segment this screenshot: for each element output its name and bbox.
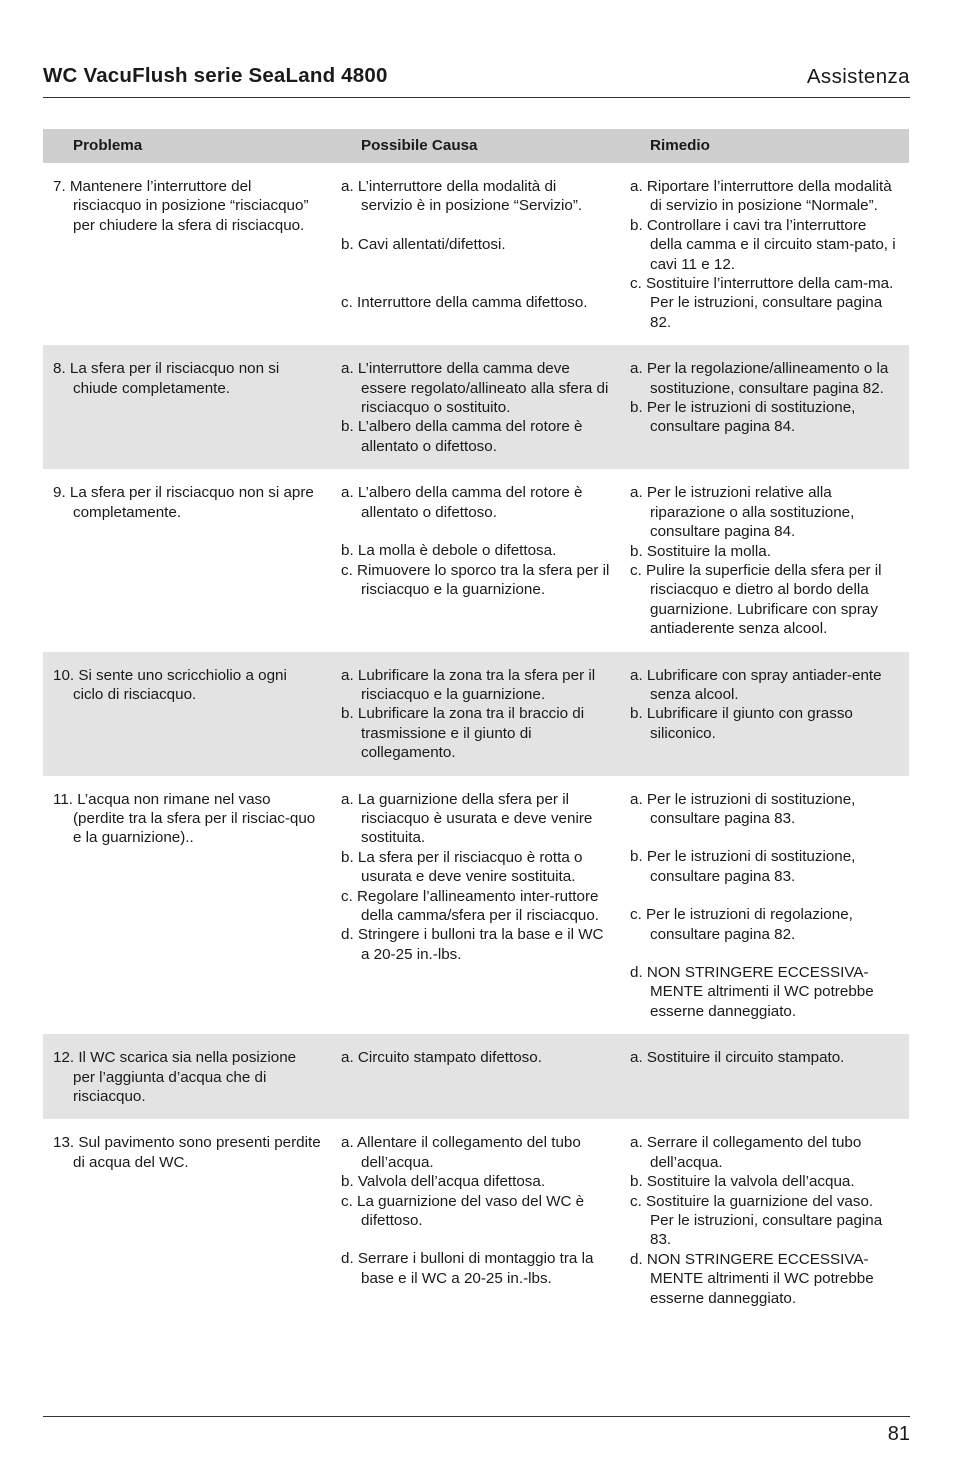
remedy-item: b. Sostituire la valvola dell’acqua. xyxy=(630,1173,855,1191)
table-row xyxy=(43,1034,909,1119)
table-row xyxy=(43,1119,909,1321)
problem-text: 9. La sfera per il risciacquo non si apre completamente. xyxy=(53,484,314,521)
problem-cell xyxy=(43,469,331,651)
remedy-item: d. NON STRINGERE ECCESSIVA-MENTE altrimenti il WC potrebbe esserne danneggiato. xyxy=(630,964,874,1020)
section-title: Assistenza xyxy=(806,65,910,88)
cause-item: a. L’albero della camma del rotore è allentato o difettoso. xyxy=(341,484,583,521)
cause-item: b. L’albero della camma del rotore è allentato o difettoso. xyxy=(341,418,583,455)
remedy-item: a. Per le istruzioni relative alla riparazione o alla sostituzione, consultare pagina 84. xyxy=(630,484,855,541)
cause-item: a. L’interruttore della modalità di servizio è in posizione “Servizio”. xyxy=(341,178,583,215)
cause-cell xyxy=(331,1034,620,1119)
cause-item: c. Regolare l’allineamento inter-ruttore della camma/sfera per il risciacquo. xyxy=(341,887,600,924)
problem-text: 11. L’acqua non rimane nel vaso (perdite tra la sfera per il risciac-quo e la guarnizione).. xyxy=(53,790,316,847)
cause-cell xyxy=(331,776,620,1035)
footer-divider xyxy=(43,1416,910,1417)
cause-cell xyxy=(331,652,620,776)
remedy-item: a. Serrare il collegamento del tubo dell’acqua. xyxy=(630,1134,862,1171)
page-number: 81 xyxy=(887,1423,910,1445)
cause-item: b. Cavi allentati/difettosi. xyxy=(341,235,506,253)
cause-item: c. Interruttore della camma difettoso. xyxy=(341,294,588,312)
cause-item: b. Lubrificare la zona tra il braccio di trasmissione e il giunto di collegamento. xyxy=(341,705,585,762)
cause-item: c. La guarnizione del vaso del WC è difettoso. xyxy=(341,1192,585,1230)
remedy-item: b. Sostituire la molla. xyxy=(630,542,771,560)
remedy-item: b. Controllare i cavi tra l’interruttore della camma e il circuito stam-pato, i cavi 11 e 12. xyxy=(630,216,896,273)
remedy-item: d. NON STRINGERE ECCESSIVA-MENTE altrimenti il WC potrebbe esserne danneggiato. xyxy=(630,1250,874,1307)
remedy-item: b. Per le istruzioni di sostituzione, consultare pagina 83. xyxy=(630,848,856,885)
problem-text: 7. Mantenere l’interruttore del risciacquo in posizione “risciacquo” per chiudere la sfera di risciacquo. xyxy=(53,178,309,234)
table-row xyxy=(43,345,909,469)
cause-item: a. Allentare il collegamento del tubo dell’acqua. xyxy=(341,1134,581,1171)
remedy-cell xyxy=(620,163,909,345)
remedy-cell xyxy=(620,345,909,469)
table-row xyxy=(43,469,909,651)
remedy-item: a. Sostituire il circuito stampato. xyxy=(630,1049,845,1067)
problem-text: 10. Si sente uno scricchiolio a ogni ciclo di risciacquo. xyxy=(53,666,287,703)
column-header-problem: Problema xyxy=(43,129,331,163)
problem-cell xyxy=(43,163,331,345)
remedy-cell xyxy=(620,652,909,776)
troubleshooting-table xyxy=(43,129,909,1321)
problem-cell xyxy=(43,1119,331,1321)
cause-cell xyxy=(331,163,620,345)
remedy-cell xyxy=(620,1119,909,1321)
problem-text: 12. Il WC scarica sia nella posizione per l’aggiunta d’acqua che di risciacquo. xyxy=(53,1049,297,1106)
problem-text: 13. Sul pavimento sono presenti perdite di acqua del WC. xyxy=(53,1134,321,1171)
cause-cell xyxy=(331,345,620,469)
remedy-item: a. Per la regolazione/allineamento o la sostituzione, consultare pagina 82. xyxy=(630,360,889,397)
problem-text: 8. La sfera per il risciacquo non si chiude completamente. xyxy=(53,360,280,397)
remedy-item: c. Pulire la superficie della sfera per il risciacquo e dietro al bordo della guarnizione. Lubrificare con spray antiaderente senza alcool. xyxy=(630,561,882,638)
table-header-row xyxy=(43,129,909,163)
column-header-remedy: Rimedio xyxy=(620,129,909,163)
cause-item: b. Valvola dell’acqua difettosa. xyxy=(341,1173,546,1191)
column-header-cause: Possibile Causa xyxy=(331,129,620,163)
cause-item: b. La sfera per il risciacquo è rotta o usurata e deve venire sostituita. xyxy=(341,848,583,886)
cause-cell xyxy=(331,1119,620,1321)
cause-item: d. Stringere i bulloni tra la base e il WC a 20-25 in.-lbs. xyxy=(341,926,604,963)
table-row xyxy=(43,163,909,345)
remedy-item: b. Lubrificare il giunto con grasso siliconico. xyxy=(630,705,853,742)
table-row xyxy=(43,652,909,776)
remedy-item: b. Per le istruzioni di sostituzione, consultare pagina 84. xyxy=(630,399,856,436)
remedy-cell xyxy=(620,1034,909,1119)
remedy-cell xyxy=(620,776,909,1035)
remedy-item: c. Per le istruzioni di regolazione, consultare pagina 82. xyxy=(630,906,853,943)
cause-item: a. L’interruttore della camma deve essere regolato/allineato alla sfera di risciacquo o sostituito. xyxy=(341,360,609,417)
problem-cell xyxy=(43,652,331,776)
page-title: WC VacuFlush serie SeaLand 4800 xyxy=(43,64,388,87)
problem-cell xyxy=(43,776,331,1035)
cause-item: d. Serrare i bulloni di montaggio tra la base e il WC a 20-25 in.-lbs. xyxy=(341,1250,594,1287)
cause-item: a. Lubrificare la zona tra la sfera per il risciacquo e la guarnizione. xyxy=(341,666,596,703)
remedy-item: c. Sostituire l’interruttore della cam-ma. Per le istruzioni, consultare pagina 82. xyxy=(630,275,894,331)
remedy-item: c. Sostituire la guarnizione del vaso. Per le istruzioni, consultare pagina 83. xyxy=(630,1192,883,1249)
table-row xyxy=(43,776,909,1035)
remedy-item: a. Lubrificare con spray antiader-ente senza alcool. xyxy=(630,666,882,703)
cause-item: a. La guarnizione della sfera per il risciacquo è usurata e deve venire sostituita. xyxy=(341,790,593,847)
cause-cell xyxy=(331,469,620,651)
problem-cell xyxy=(43,345,331,469)
cause-item: b. La molla è debole o difettosa. xyxy=(341,542,557,560)
cause-item: a. Circuito stampato difettoso. xyxy=(341,1049,542,1067)
problem-cell xyxy=(43,1034,331,1119)
remedy-item: a. Riportare l’interruttore della modalità di servizio in posizione “Normale”. xyxy=(630,178,892,215)
cause-item: c. Rimuovere lo sporco tra la sfera per il risciacquo e la guarnizione. xyxy=(341,561,610,598)
header-divider xyxy=(43,97,910,98)
remedy-item: a. Per le istruzioni di sostituzione, consultare pagina 83. xyxy=(630,790,856,827)
remedy-cell xyxy=(620,469,909,651)
